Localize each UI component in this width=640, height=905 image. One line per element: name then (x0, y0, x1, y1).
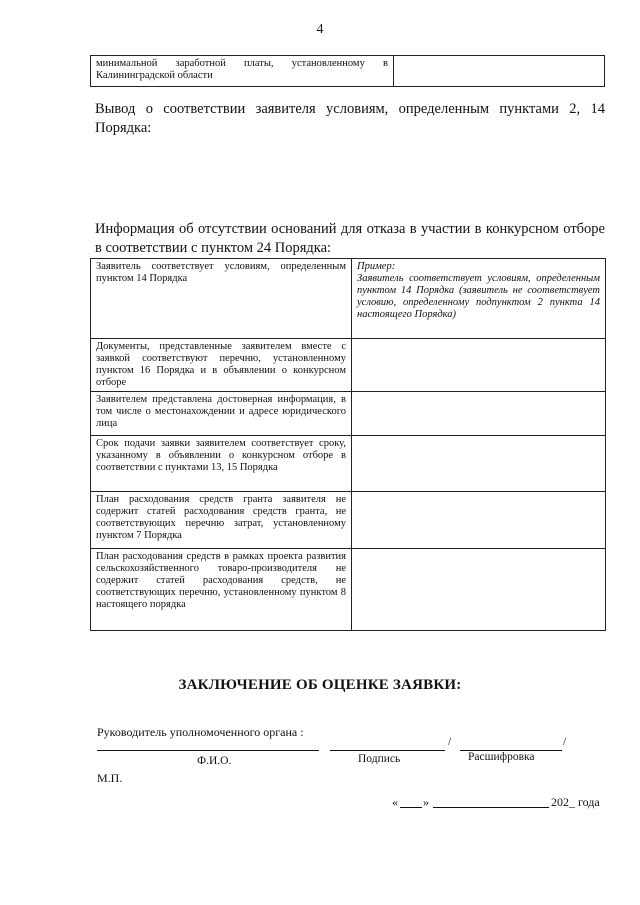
date-month-line (433, 807, 549, 808)
table-cell (394, 56, 605, 87)
decoding-caption: Расшифровка (468, 751, 535, 763)
date-quote-close: » (423, 795, 429, 809)
table-row (91, 259, 606, 339)
top-table (90, 55, 605, 87)
criterion-cell: Заявителем представлена достоверная информация, в том числе о местонахождении и адресе юридического лица (91, 392, 352, 436)
info-paragraph: Информация об отсутствии оснований для отказа в участии в конкурсном отборе в соответствии с пунктом 24 Порядка: (95, 221, 605, 256)
fio-caption: Ф.И.О. (197, 755, 232, 767)
conclusion-paragraph: Вывод о соответствии заявителя условиям, определенным пунктами 2, 14 Порядка: (95, 101, 605, 136)
date-quote-open: « (392, 795, 398, 809)
table-row (91, 56, 605, 87)
fio-line (97, 750, 319, 751)
signature-caption: Подпись (358, 753, 401, 765)
criterion-cell: Заявитель соответствует условиям, определенным пунктом 14 Порядка (91, 259, 352, 339)
answer-cell (352, 549, 606, 631)
table-row (91, 436, 606, 492)
answer-cell (352, 492, 606, 549)
answer-cell (352, 392, 606, 436)
table-row (91, 492, 606, 549)
table-row (91, 392, 606, 436)
page-number: 4 (316, 22, 324, 37)
signature-line (330, 750, 445, 751)
conclusion-heading: ЗАКЛЮЧЕНИЕ ОБ ОЦЕНКЕ ЗАЯВКИ: (178, 677, 462, 693)
table-row (91, 339, 606, 392)
date-year: 202_ года (551, 795, 600, 809)
example-title: Пример: (357, 261, 396, 272)
table-row (91, 549, 606, 631)
table-cell: минимальной заработной платы, установленному в Калининградской области (91, 56, 394, 87)
criterion-cell: Документы, представленные заявителем вместе с заявкой соответствуют перечню, установленному пунктом 16 Порядка и в объявлении о конкурсном отборе (91, 339, 352, 392)
criterion-cell: План расходования средств гранта заявителя не содержит статей расходования средств гранта, не соответствующих перечню затрат, установленному пунктом 7 Порядка (91, 492, 352, 549)
answer-cell (352, 339, 606, 392)
criteria-table (90, 258, 606, 631)
stamp-label: М.П. (97, 771, 123, 785)
signature-label: Руководитель уполномоченного органа : (97, 725, 304, 739)
date-day-line (400, 807, 422, 808)
slash-1: / (448, 736, 452, 748)
example-text: Заявитель соответствует условиям, определенным пунктом 14 Порядка (заявитель не соответствует условию, определенному подпунктом 2 пункта 14 настоящего Порядка) (357, 273, 600, 320)
slash-2: / (563, 736, 567, 748)
example-cell (352, 259, 606, 339)
criterion-cell: Срок подачи заявки заявителем соответствует сроку, указанному в объявлении о конкурсном отборе в соответствии с пунктами 13, 15 Порядка (91, 436, 352, 492)
criterion-cell: План расходования средств в рамках проекта развития сельскохозяйственного товаро-производителя не содержит статей расходования средств, не соответствующих перечню, установленному пунктом 8 настоящего порядка (91, 549, 352, 631)
answer-cell (352, 436, 606, 492)
